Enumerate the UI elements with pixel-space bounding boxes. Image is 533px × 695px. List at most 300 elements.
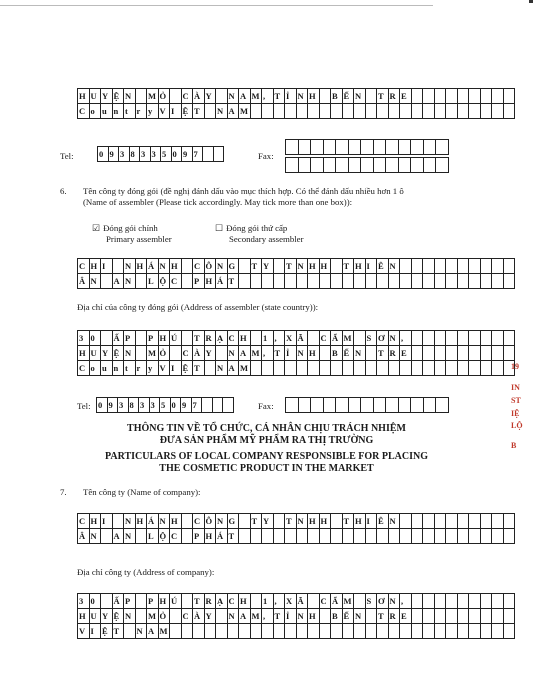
grid-cell bbox=[469, 609, 481, 624]
grid-cell: N bbox=[388, 331, 400, 346]
grid-cell: M bbox=[239, 361, 251, 376]
fax-label: Fax: bbox=[258, 151, 274, 161]
grid-cell bbox=[411, 331, 423, 346]
fax-cell bbox=[436, 158, 449, 173]
grid-cell: X bbox=[285, 331, 297, 346]
grid-cell bbox=[124, 624, 136, 639]
grid-cell: P bbox=[147, 331, 159, 346]
grid-cell: , bbox=[273, 594, 285, 609]
grid-cell bbox=[365, 274, 377, 289]
grid-cell bbox=[400, 104, 412, 119]
grid-cell: Ô bbox=[204, 514, 216, 529]
fax-grid-2 bbox=[285, 397, 449, 413]
phone-digit-cell bbox=[212, 398, 223, 413]
grid-cell bbox=[400, 361, 412, 376]
grid-cell bbox=[446, 529, 458, 544]
phone-digit-cell: 8 bbox=[128, 398, 139, 413]
grid-cell: À bbox=[193, 346, 205, 361]
grid-cell bbox=[181, 529, 193, 544]
grid-cell: N bbox=[227, 89, 239, 104]
heading-vi-1: THÔNG TIN VỀ TỔ CHỨC, CÁ NHÂN CHỊU TRÁCH NHIỆM bbox=[127, 423, 406, 434]
grid-cell: C bbox=[181, 89, 193, 104]
grid-cell bbox=[480, 361, 492, 376]
grid-cell: À bbox=[193, 609, 205, 624]
heading-en-1: PARTICULARS OF LOCAL COMPANY RESPONSIBLE FOR PLACING bbox=[104, 451, 428, 462]
grid-cell bbox=[388, 624, 400, 639]
grid-cell: Ỉ bbox=[285, 346, 297, 361]
grid-cell bbox=[250, 331, 262, 346]
grid-cell bbox=[446, 594, 458, 609]
grid-cell: H bbox=[308, 609, 320, 624]
fax-grid-lower bbox=[285, 157, 449, 173]
grid-cell: N bbox=[124, 529, 136, 544]
grid-cell: U bbox=[89, 89, 101, 104]
grid-row bbox=[78, 609, 515, 624]
fax-cell bbox=[361, 398, 374, 413]
grid-cell bbox=[101, 529, 113, 544]
grid-cell bbox=[423, 594, 435, 609]
grid-cell bbox=[250, 624, 262, 639]
grid-cell bbox=[285, 361, 297, 376]
grid-cell: T bbox=[193, 361, 205, 376]
tel-number-grid bbox=[97, 146, 224, 162]
grid-cell: N bbox=[216, 259, 228, 274]
grid-cell bbox=[446, 274, 458, 289]
grid-cell bbox=[503, 529, 515, 544]
grid-cell: E bbox=[400, 346, 412, 361]
grid-cell bbox=[423, 514, 435, 529]
grid-cell: M bbox=[342, 594, 354, 609]
grid-cell: L bbox=[147, 529, 159, 544]
grid-cell: G bbox=[227, 514, 239, 529]
grid-cell bbox=[492, 514, 504, 529]
fax-cell bbox=[411, 398, 424, 413]
grid-cell: C bbox=[227, 331, 239, 346]
grid-cell: C bbox=[170, 274, 182, 289]
grid-cell: H bbox=[308, 259, 320, 274]
grid-cell: M bbox=[250, 609, 262, 624]
grid-cell bbox=[354, 331, 366, 346]
fax-label-2: Fax: bbox=[258, 401, 274, 411]
phone-digit-cell: 9 bbox=[182, 147, 193, 162]
grid-cell: N bbox=[354, 346, 366, 361]
grid-cell bbox=[262, 529, 274, 544]
grid-cell bbox=[342, 104, 354, 119]
grid-cell bbox=[135, 274, 147, 289]
fax-cell bbox=[373, 140, 386, 155]
grid-cell bbox=[434, 104, 446, 119]
grid-cell: Ê bbox=[377, 514, 389, 529]
grid-cell bbox=[469, 529, 481, 544]
grid-cell: N bbox=[89, 529, 101, 544]
grid-cell: H bbox=[135, 514, 147, 529]
grid-cell bbox=[285, 624, 297, 639]
fax-cell bbox=[373, 158, 386, 173]
phone-digit-cell: 3 bbox=[139, 398, 150, 413]
primary-assembler-option[interactable] bbox=[92, 223, 158, 234]
grid-cell: u bbox=[101, 361, 113, 376]
grid-cell: N bbox=[158, 514, 170, 529]
grid-cell: C bbox=[319, 331, 331, 346]
grid-cell bbox=[308, 104, 320, 119]
grid-cell: Ô bbox=[204, 259, 216, 274]
grid-cell: C bbox=[193, 259, 205, 274]
grid-cell: I bbox=[365, 514, 377, 529]
fax-cell bbox=[311, 158, 324, 173]
fax-cell bbox=[286, 398, 299, 413]
grid-cell bbox=[101, 274, 113, 289]
grid-cell bbox=[480, 594, 492, 609]
grid-cell: H bbox=[78, 89, 90, 104]
fax-cell bbox=[373, 398, 386, 413]
grid-cell bbox=[480, 274, 492, 289]
grid-cell: Ỏ bbox=[158, 609, 170, 624]
grid-cell: H bbox=[308, 514, 320, 529]
grid-cell bbox=[411, 274, 423, 289]
fax-cell bbox=[423, 158, 436, 173]
grid-cell bbox=[400, 624, 412, 639]
grid-cell bbox=[446, 609, 458, 624]
grid-cell bbox=[296, 361, 308, 376]
grid-cell: Ẩ bbox=[331, 331, 343, 346]
grid-cell bbox=[492, 609, 504, 624]
company-address-label: Địa chỉ công ty (Address of company): bbox=[77, 567, 215, 577]
grid-cell: Ã bbox=[296, 594, 308, 609]
section-7-label: Tên công ty (Name of company): bbox=[83, 487, 201, 497]
grid-cell: Â bbox=[78, 274, 90, 289]
phone-digit-cell: 3 bbox=[149, 398, 160, 413]
corner-mark bbox=[529, 0, 533, 3]
grid-row bbox=[78, 361, 515, 376]
grid-cell: H bbox=[78, 346, 90, 361]
grid-cell: r bbox=[135, 361, 147, 376]
grid-cell: Ỏ bbox=[158, 346, 170, 361]
grid-cell bbox=[469, 259, 481, 274]
grid-cell bbox=[377, 274, 389, 289]
section-6-line2: (Name of assembler (Please tick accordingly. May tick more than one box)): bbox=[83, 197, 353, 207]
grid-cell bbox=[492, 624, 504, 639]
checked-box-icon[interactable]: ☑ bbox=[92, 223, 101, 233]
section-7-number: 7. bbox=[60, 487, 67, 497]
fax-row bbox=[286, 398, 449, 413]
grid-cell bbox=[285, 529, 297, 544]
grid-cell: T bbox=[250, 514, 262, 529]
grid-cell bbox=[492, 346, 504, 361]
grid-cell bbox=[193, 624, 205, 639]
grid-cell: Ấ bbox=[112, 331, 124, 346]
grid-cell: B bbox=[331, 609, 343, 624]
grid-cell: T bbox=[285, 259, 297, 274]
fax-grid bbox=[285, 139, 449, 155]
grid-cell bbox=[319, 104, 331, 119]
grid-cell: o bbox=[89, 361, 101, 376]
grid-cell: Ệ bbox=[112, 346, 124, 361]
grid-cell bbox=[319, 274, 331, 289]
grid-cell: I bbox=[365, 259, 377, 274]
grid-cell bbox=[273, 274, 285, 289]
grid-cell bbox=[331, 259, 343, 274]
grid-cell bbox=[204, 624, 216, 639]
grid-cell: C bbox=[78, 259, 90, 274]
grid-cell: I bbox=[170, 104, 182, 119]
grid-cell bbox=[480, 514, 492, 529]
fax-cell bbox=[311, 140, 324, 155]
empty-box-icon[interactable]: ☐ bbox=[215, 223, 224, 233]
grid-cell: y bbox=[147, 361, 159, 376]
grid-cell bbox=[181, 259, 193, 274]
grid-cell: N bbox=[388, 594, 400, 609]
grid-cell bbox=[365, 529, 377, 544]
grid-cell: G bbox=[227, 259, 239, 274]
phone-digit-cell: 3 bbox=[150, 147, 161, 162]
grid-cell bbox=[457, 346, 469, 361]
grid-cell: R bbox=[388, 346, 400, 361]
section-6-line1: Tên công ty đóng gói (đề nghị đánh dấu vào mục thích hợp. Có thể đánh dấu nhiều hơn 1 ô bbox=[83, 186, 404, 196]
grid-cell bbox=[308, 624, 320, 639]
grid-cell: H bbox=[170, 259, 182, 274]
grid-cell bbox=[354, 529, 366, 544]
grid-cell: Ỉ bbox=[285, 89, 297, 104]
grid-cell: T bbox=[377, 89, 389, 104]
stamp-fragment-1: 19 bbox=[511, 362, 519, 371]
grid-cell bbox=[469, 361, 481, 376]
grid-cell bbox=[319, 89, 331, 104]
grid-cell: Ỉ bbox=[285, 609, 297, 624]
grid-cell bbox=[503, 274, 515, 289]
grid-cell bbox=[400, 274, 412, 289]
grid-cell bbox=[170, 609, 182, 624]
grid-row bbox=[78, 89, 515, 104]
grid-cell bbox=[457, 361, 469, 376]
grid-cell bbox=[181, 274, 193, 289]
grid-cell: H bbox=[89, 259, 101, 274]
grid-cell bbox=[377, 624, 389, 639]
grid-cell: E bbox=[400, 89, 412, 104]
grid-cell bbox=[457, 514, 469, 529]
grid-cell bbox=[480, 259, 492, 274]
grid-cell bbox=[250, 529, 262, 544]
grid-cell bbox=[469, 274, 481, 289]
grid-cell: Ế bbox=[342, 609, 354, 624]
grid-cell: S bbox=[365, 331, 377, 346]
grid-cell: , bbox=[262, 89, 274, 104]
grid-cell: N bbox=[124, 346, 136, 361]
grid-cell: V bbox=[158, 361, 170, 376]
grid-cell: I bbox=[101, 514, 113, 529]
grid-cell: Ế bbox=[342, 89, 354, 104]
grid-cell bbox=[250, 594, 262, 609]
grid-cell: H bbox=[158, 331, 170, 346]
grid-cell bbox=[423, 259, 435, 274]
grid-cell: P bbox=[193, 529, 205, 544]
grid-cell: T bbox=[227, 274, 239, 289]
grid-cell: t bbox=[124, 104, 136, 119]
grid-cell bbox=[400, 259, 412, 274]
grid-cell bbox=[411, 259, 423, 274]
grid-cell: N bbox=[124, 274, 136, 289]
grid-cell bbox=[342, 529, 354, 544]
grid-cell: T bbox=[342, 514, 354, 529]
phone-digit-cell: 9 bbox=[107, 398, 118, 413]
grid-cell: À bbox=[193, 89, 205, 104]
fax-cell bbox=[286, 158, 299, 173]
grid-cell bbox=[503, 514, 515, 529]
grid-cell bbox=[354, 361, 366, 376]
grid-cell bbox=[503, 259, 515, 274]
grid-cell bbox=[216, 609, 228, 624]
grid-cell: N bbox=[124, 259, 136, 274]
grid-cell bbox=[285, 104, 297, 119]
grid-cell bbox=[411, 609, 423, 624]
assembler-address-grid bbox=[77, 330, 515, 376]
grid-cell bbox=[262, 624, 274, 639]
grid-cell bbox=[492, 104, 504, 119]
grid-cell: B bbox=[331, 89, 343, 104]
grid-cell: N bbox=[135, 624, 147, 639]
grid-cell bbox=[423, 89, 435, 104]
grid-cell bbox=[365, 89, 377, 104]
grid-cell: T bbox=[273, 609, 285, 624]
phone-digit-cell: 7 bbox=[192, 147, 203, 162]
grid-cell bbox=[262, 274, 274, 289]
grid-cell: T bbox=[273, 89, 285, 104]
grid-cell bbox=[239, 514, 251, 529]
grid-cell: P bbox=[193, 274, 205, 289]
grid-cell bbox=[377, 529, 389, 544]
grid-cell: A bbox=[239, 346, 251, 361]
grid-cell: N bbox=[296, 89, 308, 104]
grid-cell: A bbox=[112, 274, 124, 289]
grid-cell bbox=[423, 331, 435, 346]
grid-cell: , bbox=[262, 346, 274, 361]
grid-cell: H bbox=[308, 346, 320, 361]
grid-cell bbox=[480, 624, 492, 639]
phone-digit-cell: 9 bbox=[181, 398, 192, 413]
grid-cell bbox=[365, 346, 377, 361]
grid-cell bbox=[400, 529, 412, 544]
grid-cell: P bbox=[124, 594, 136, 609]
phone-digit-cell: 5 bbox=[160, 398, 171, 413]
grid-cell bbox=[262, 361, 274, 376]
fax-cell bbox=[398, 140, 411, 155]
heading-vi-2: ĐƯA SẢN PHẨM MỸ PHẨM RA THỊ TRƯỜNG bbox=[159, 435, 374, 446]
grid-cell: I bbox=[170, 361, 182, 376]
grid-cell bbox=[492, 331, 504, 346]
grid-cell: Y bbox=[204, 89, 216, 104]
phone-digit-cell: 3 bbox=[118, 398, 129, 413]
grid-cell bbox=[285, 274, 297, 289]
grid-cell bbox=[342, 274, 354, 289]
grid-cell bbox=[411, 594, 423, 609]
grid-cell bbox=[377, 104, 389, 119]
grid-cell bbox=[492, 529, 504, 544]
grid-cell bbox=[400, 514, 412, 529]
secondary-assembler-option[interactable] bbox=[215, 223, 287, 234]
tel-label-2: Tel: bbox=[77, 401, 91, 411]
grid-cell bbox=[273, 624, 285, 639]
fax-cell bbox=[298, 398, 311, 413]
grid-cell bbox=[216, 346, 228, 361]
grid-cell: T bbox=[273, 346, 285, 361]
grid-cell bbox=[423, 274, 435, 289]
grid-cell: A bbox=[227, 104, 239, 119]
fax-cell bbox=[323, 140, 336, 155]
grid-cell bbox=[308, 274, 320, 289]
grid-cell: Ú bbox=[170, 331, 182, 346]
grid-cell: Á bbox=[216, 529, 228, 544]
grid-cell bbox=[434, 274, 446, 289]
grid-cell: N bbox=[388, 259, 400, 274]
fax-cell bbox=[311, 398, 324, 413]
grid-cell bbox=[411, 89, 423, 104]
phone-digit-cell bbox=[202, 398, 213, 413]
grid-cell bbox=[457, 259, 469, 274]
grid-cell bbox=[446, 346, 458, 361]
grid-cell: Ế bbox=[342, 346, 354, 361]
grid-cell bbox=[423, 609, 435, 624]
grid-cell: M bbox=[250, 89, 262, 104]
fax-cell bbox=[411, 140, 424, 155]
grid-cell: H bbox=[319, 259, 331, 274]
grid-cell: H bbox=[239, 331, 251, 346]
grid-cell bbox=[331, 624, 343, 639]
grid-cell bbox=[457, 624, 469, 639]
fax-cell bbox=[361, 158, 374, 173]
grid-cell: n bbox=[112, 104, 124, 119]
grid-cell: A bbox=[112, 529, 124, 544]
stamp-fragment-3: ST bbox=[511, 396, 521, 405]
fax-cell bbox=[386, 398, 399, 413]
grid-cell bbox=[308, 331, 320, 346]
fax-cell bbox=[336, 398, 349, 413]
grid-cell: H bbox=[204, 274, 216, 289]
grid-cell bbox=[319, 361, 331, 376]
fax-cell bbox=[361, 140, 374, 155]
grid-cell bbox=[503, 609, 515, 624]
grid-cell bbox=[492, 89, 504, 104]
grid-cell: 1 bbox=[262, 331, 274, 346]
grid-cell: Y bbox=[262, 514, 274, 529]
grid-cell bbox=[469, 331, 481, 346]
grid-cell: 1 bbox=[262, 594, 274, 609]
grid-cell bbox=[135, 594, 147, 609]
grid-cell bbox=[135, 529, 147, 544]
grid-cell bbox=[354, 274, 366, 289]
stamp-fragment-6: B bbox=[511, 441, 517, 450]
phone-row bbox=[97, 398, 234, 413]
grid-cell bbox=[181, 594, 193, 609]
fax-cell bbox=[348, 158, 361, 173]
grid-cell bbox=[434, 529, 446, 544]
grid-cell: C bbox=[193, 514, 205, 529]
grid-cell bbox=[239, 274, 251, 289]
phone-digit-cell: 0 bbox=[97, 398, 108, 413]
grid-cell: T bbox=[377, 346, 389, 361]
grid-cell: M bbox=[239, 104, 251, 119]
grid-cell: y bbox=[147, 104, 159, 119]
phone-digit-cell bbox=[213, 147, 224, 162]
grid-cell: Ộ bbox=[158, 529, 170, 544]
grid-cell bbox=[411, 514, 423, 529]
grid-row bbox=[78, 331, 515, 346]
grid-cell: R bbox=[204, 594, 216, 609]
top-scan-strip bbox=[0, 0, 433, 6]
grid-cell bbox=[354, 624, 366, 639]
grid-cell: o bbox=[89, 104, 101, 119]
phone-digit-cell: 3 bbox=[119, 147, 130, 162]
grid-cell: 3 bbox=[78, 594, 90, 609]
grid-cell: Ơ bbox=[377, 594, 389, 609]
